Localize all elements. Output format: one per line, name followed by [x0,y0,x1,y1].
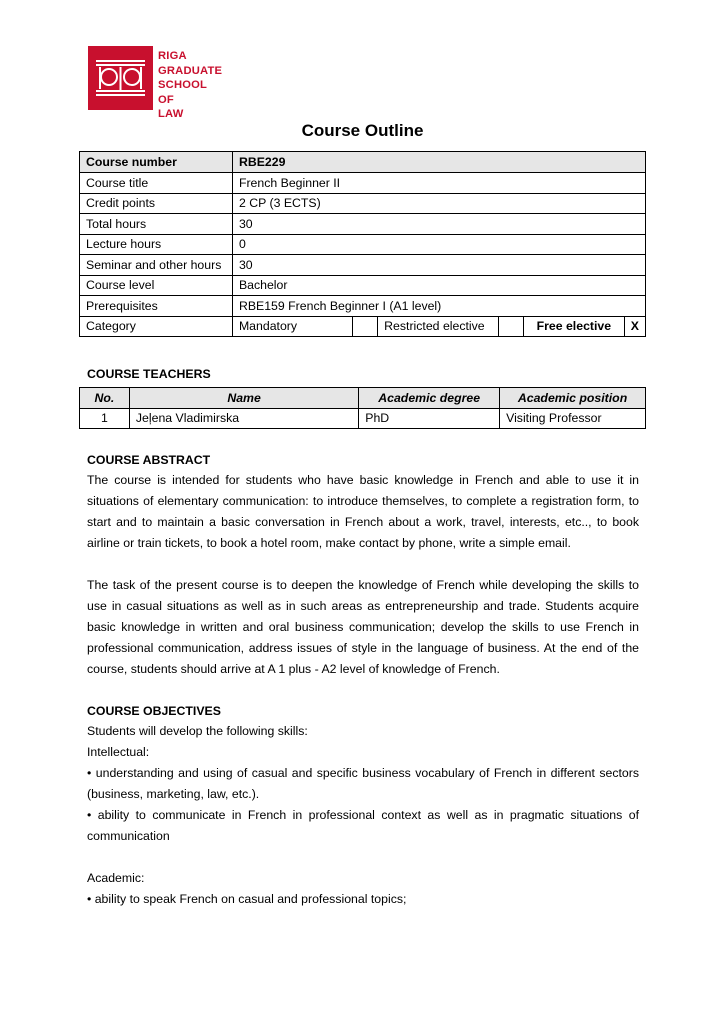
column-header: Name [129,388,358,409]
mandatory-mark [353,316,378,337]
table-row [80,193,646,214]
row-label: Course level [80,275,233,296]
row-value: Bachelor [232,275,645,296]
category-free-elective: Free elective [523,316,624,337]
table-header-row [80,388,646,409]
objective-item: • ability to speak French on casual and professional topics; [87,892,407,906]
row-value: RBE159 French Beginner I (A1 level) [232,296,645,317]
column-header: No. [80,388,130,409]
category-mandatory: Mandatory [232,316,352,337]
row-label: Course number [80,152,233,173]
table-row [80,408,646,429]
abstract-paragraph: The task of the present course is to deepen the knowledge of French while developing the skills to use in casual situations as well as in such areas as entrepreneurship and trade. Students acquire basic knowledge in written and oral business communication; develop the skills to use French in professional communication, address issues of style in the language of business. At the end of the course, students should arrive at A 1 plus - A2 level of knowledge of French. [87,578,639,676]
row-label: Lecture hours [80,234,233,255]
column-header: Academic degree [359,388,500,409]
table-row [80,255,646,276]
restricted-mark [499,316,524,337]
teacher-name: Jeļena Vladimirska [129,408,358,429]
teacher-no: 1 [80,408,130,429]
abstract-paragraph: The course is intended for students who have basic knowledge in French and able to use it in situations of elementary communication: to introduce themselves, to complete a registration form, to start and to maintain a basic conversation in French about a work, travel, interests, etc.., to book airline or train tickets, to book a hotel room, make contact by phone, write a simple email. [87,473,639,550]
table-row [80,275,646,296]
row-label: Prerequisites [80,296,233,317]
row-label: Credit points [80,193,233,214]
table-row [80,152,646,173]
free-elective-mark: X [624,316,645,337]
teachers-heading: COURSE TEACHERS [87,367,211,381]
table-row [80,214,646,235]
objectives-intro: Students will develop the following skills: [87,724,308,738]
row-value: 30 [232,255,645,276]
logo-line: LAW [158,108,184,120]
table-row [80,173,646,194]
objectives-heading: COURSE OBJECTIVES [87,704,221,718]
row-value: 30 [232,214,645,235]
table-row [80,234,646,255]
columns-emblem-icon [92,55,149,101]
teacher-position: Visiting Professor [500,408,646,429]
academic-label: Academic: [87,871,145,885]
objective-item: • understanding and using of casual and specific business vocabulary of French in different sectors (business, marketing, law, etc.). [87,766,639,801]
logo-emblem [88,46,153,110]
page-title: Course Outline [301,121,424,140]
row-label: Total hours [80,214,233,235]
category-row [80,316,646,337]
abstract-heading: COURSE ABSTRACT [87,453,211,467]
school-logo [88,46,224,120]
category-restricted-elective: Restricted elective [378,316,499,337]
row-label: Seminar and other hours [80,255,233,276]
logo-line: RIGA [158,50,187,62]
row-value: RBE229 [232,152,645,173]
teachers-table [79,387,646,429]
row-label: Course title [80,173,233,194]
logo-text [158,49,224,122]
intellectual-label: Intellectual: [87,745,150,759]
row-value: French Beginner II [232,173,645,194]
course-info-table [79,151,646,337]
logo-line: SCHOOL OF [158,79,207,106]
row-value: 2 CP (3 ECTS) [232,193,645,214]
column-header: Academic position [500,388,646,409]
logo-line: GRADUATE [158,64,223,77]
objective-item: • ability to communicate in French in professional context as well as in pragmatic situations of communication [87,808,639,843]
row-value: 0 [232,234,645,255]
table-row [80,296,646,317]
teacher-degree: PhD [359,408,500,429]
category-label: Category [80,316,233,337]
